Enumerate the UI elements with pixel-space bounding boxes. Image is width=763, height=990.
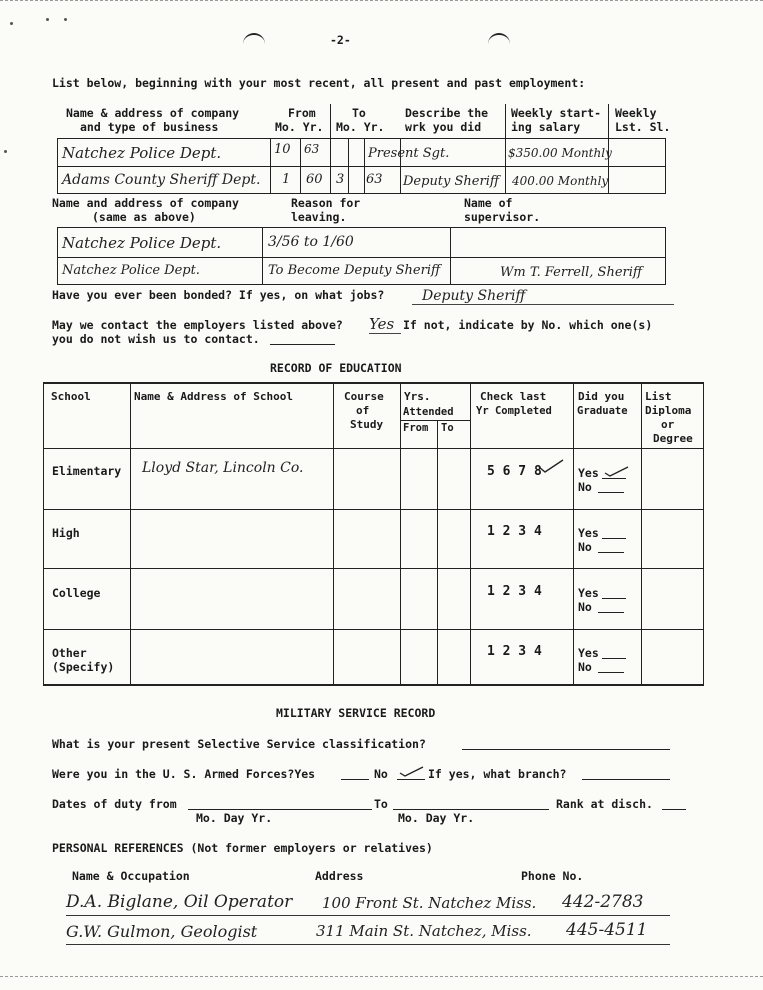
armed-forces-yes-field[interactable] (341, 779, 369, 780)
col-course: of (356, 404, 370, 417)
check-mark-icon (604, 464, 630, 478)
col-reason: Reason for (291, 196, 361, 210)
contact-question-2: you do not wish us to contact. (52, 332, 260, 346)
row-to-mo[interactable]: 3 (336, 172, 345, 187)
col-describe: Describe the (405, 106, 489, 120)
row-from-mo[interactable]: 10 (274, 142, 291, 157)
col-course: Study (350, 418, 384, 431)
row-reason[interactable]: To Become Deputy Sheriff (268, 263, 441, 278)
row-yes: Yes (578, 646, 599, 660)
contact-answer[interactable]: Yes (369, 315, 401, 334)
col-course: Course (344, 390, 384, 403)
duty-to-label: To (374, 797, 388, 811)
col-yrs: Yrs. (404, 390, 431, 403)
row-company[interactable]: Natchez Police Dept. (62, 144, 222, 162)
col-school: School (51, 390, 91, 403)
row-company[interactable]: Natchez Police Dept. (62, 263, 200, 278)
col-from: From (288, 106, 316, 120)
reference-phone[interactable]: 445-4511 (566, 920, 648, 940)
col-company-sub: (same as above) (92, 210, 196, 224)
col-from-sub: Mo. Yr. (275, 120, 324, 134)
col-company: Name & address of company (66, 106, 240, 120)
col-start-salary: Weekly start- (511, 106, 602, 120)
selective-service-field[interactable] (462, 749, 670, 750)
duty-to-field[interactable] (393, 809, 549, 810)
col-from: From (403, 422, 429, 434)
row-yes: Yes (578, 466, 599, 480)
row-no: No (578, 480, 592, 494)
contact-question: May we contact the employers listed above? (52, 318, 343, 332)
col-describe-sub: wrk you did (405, 120, 482, 134)
education-title: RECORD OF EDUCATION (270, 361, 402, 375)
col-to: To (352, 106, 366, 120)
col-diploma: Diploma (645, 404, 692, 417)
col-yrs: Attended (403, 406, 454, 418)
military-title: MILITARY SERVICE RECORD (276, 706, 436, 720)
rank-label: Rank at disch. (556, 797, 653, 811)
scan-edge-top (0, 0, 763, 1)
reference-name[interactable]: G.W. Gulmon, Geologist (66, 922, 258, 941)
punch-mark (243, 33, 265, 45)
yes-blank[interactable] (602, 478, 626, 479)
dates-of-duty-label: Dates of duty from (52, 797, 177, 811)
no-blank[interactable] (598, 612, 624, 613)
armed-forces-question: Were you in the U. S. Armed Forces?Yes (52, 767, 316, 781)
no-blank[interactable] (598, 672, 624, 673)
row-from-mo[interactable]: 1 (282, 172, 291, 187)
col-last-salary-sub: Lst. Sl. (615, 120, 671, 134)
yes-blank[interactable] (602, 658, 626, 659)
col-company-sub: and type of business (80, 120, 219, 134)
row-school: High (52, 526, 80, 540)
row-company[interactable]: Natchez Police Dept. (62, 234, 222, 252)
scan-speck (10, 22, 13, 25)
col-last-salary: Weekly (615, 106, 657, 120)
duty-from-field[interactable] (188, 809, 372, 810)
yes-blank[interactable] (602, 538, 626, 539)
duty-from-sub: Mo. Day Yr. (196, 811, 273, 825)
row-years[interactable]: 5 6 7 8 (487, 464, 542, 479)
reference-address[interactable]: 100 Front St. Natchez Miss. (322, 894, 537, 912)
row-school-name[interactable]: Lloyd Star, Lincoln Co. (142, 460, 304, 476)
check-mark-icon (538, 458, 564, 474)
armed-forces-no-label: No (374, 767, 388, 781)
row-years[interactable]: 1 2 3 4 (487, 644, 542, 659)
reference-phone[interactable]: 442-2783 (562, 892, 644, 912)
row-reason[interactable]: 3/56 to 1/60 (268, 234, 354, 250)
bonded-answer[interactable]: Deputy Sheriff (412, 288, 674, 305)
no-blank[interactable] (598, 552, 624, 553)
col-diploma: or (661, 418, 675, 431)
selective-service-question: What is your present Selective Service classification? (52, 737, 426, 751)
row-salary[interactable]: $350.00 Monthly (508, 146, 612, 160)
row-company[interactable]: Adams County Sheriff Dept. (62, 172, 261, 188)
col-check: Yr Completed (476, 405, 552, 417)
row-work[interactable]: Deputy Sheriff (403, 174, 500, 189)
row-no: No (578, 660, 592, 674)
col-diploma: List (645, 390, 672, 403)
row-to-yr[interactable]: 63 (366, 172, 383, 187)
row-years[interactable]: 1 2 3 4 (487, 584, 542, 599)
col-graduate: Did you (578, 390, 625, 403)
row-salary[interactable]: 400.00 Monthly (512, 174, 609, 188)
references-title: PERSONAL REFERENCES (Not former employers or relatives) (52, 841, 433, 855)
duty-to-sub: Mo. Day Yr. (398, 811, 475, 825)
scan-speck (4, 150, 7, 153)
col-address: Address (315, 869, 364, 883)
row-from-yr[interactable]: 63 (304, 142, 320, 156)
check-mark-icon (399, 764, 425, 778)
reference-address[interactable]: 311 Main St. Natchez, Miss. (316, 922, 532, 940)
punch-mark (488, 33, 510, 45)
row-from-yr[interactable]: 60 (306, 172, 323, 187)
col-phone: Phone No. (521, 869, 584, 883)
col-to-sub: Mo. Yr. (336, 120, 385, 134)
page-number: -2- (330, 33, 351, 47)
col-reason-sub: leaving. (291, 210, 347, 224)
row-school: College (52, 586, 101, 600)
row-work[interactable]: Present Sgt. (368, 146, 450, 161)
col-to: To (441, 422, 454, 434)
row-years[interactable]: 1 2 3 4 (487, 524, 542, 539)
row-school: Elimentary (52, 464, 122, 478)
row-school: Other (52, 646, 87, 660)
rank-field[interactable] (662, 809, 686, 810)
branch-field[interactable] (582, 779, 670, 780)
col-company: Name and address of company (52, 196, 239, 210)
row-yes: Yes (578, 526, 599, 540)
row-school-sub: (Specify) (52, 660, 115, 674)
col-diploma: Degree (653, 432, 693, 445)
row-no: No (578, 540, 592, 554)
col-name-occupation: Name & Occupation (72, 869, 190, 883)
no-blank[interactable] (598, 492, 624, 493)
scan-speck (46, 18, 49, 21)
scan-speck (64, 18, 67, 21)
col-supervisor: Name of (464, 196, 513, 210)
col-name-address: Name & Address of School (134, 390, 293, 403)
col-graduate: Graduate (577, 405, 628, 417)
reference-name[interactable]: D.A. Biglane, Oil Operator (66, 892, 293, 912)
row-supervisor[interactable]: Wm T. Ferrell, Sheriff (500, 265, 643, 280)
contact-blank[interactable] (270, 344, 335, 345)
armed-forces-no-field[interactable] (397, 779, 425, 780)
scan-edge-bottom (0, 976, 763, 977)
col-supervisor-sub: supervisor. (464, 210, 541, 224)
row-yes: Yes (578, 586, 599, 600)
branch-question: If yes, what branch? (428, 767, 567, 781)
col-check: Check last (480, 390, 547, 403)
bonded-question: Have you ever been bonded? If yes, on what jobs? (52, 288, 385, 302)
contact-question-cont: If not, indicate by No. which one(s) (403, 318, 653, 332)
col-start-salary-sub: ing salary (511, 120, 581, 134)
employment-instruction: List below, beginning with your most recent, all present and past employment: (52, 76, 586, 90)
row-no: No (578, 600, 592, 614)
yes-blank[interactable] (602, 598, 626, 599)
